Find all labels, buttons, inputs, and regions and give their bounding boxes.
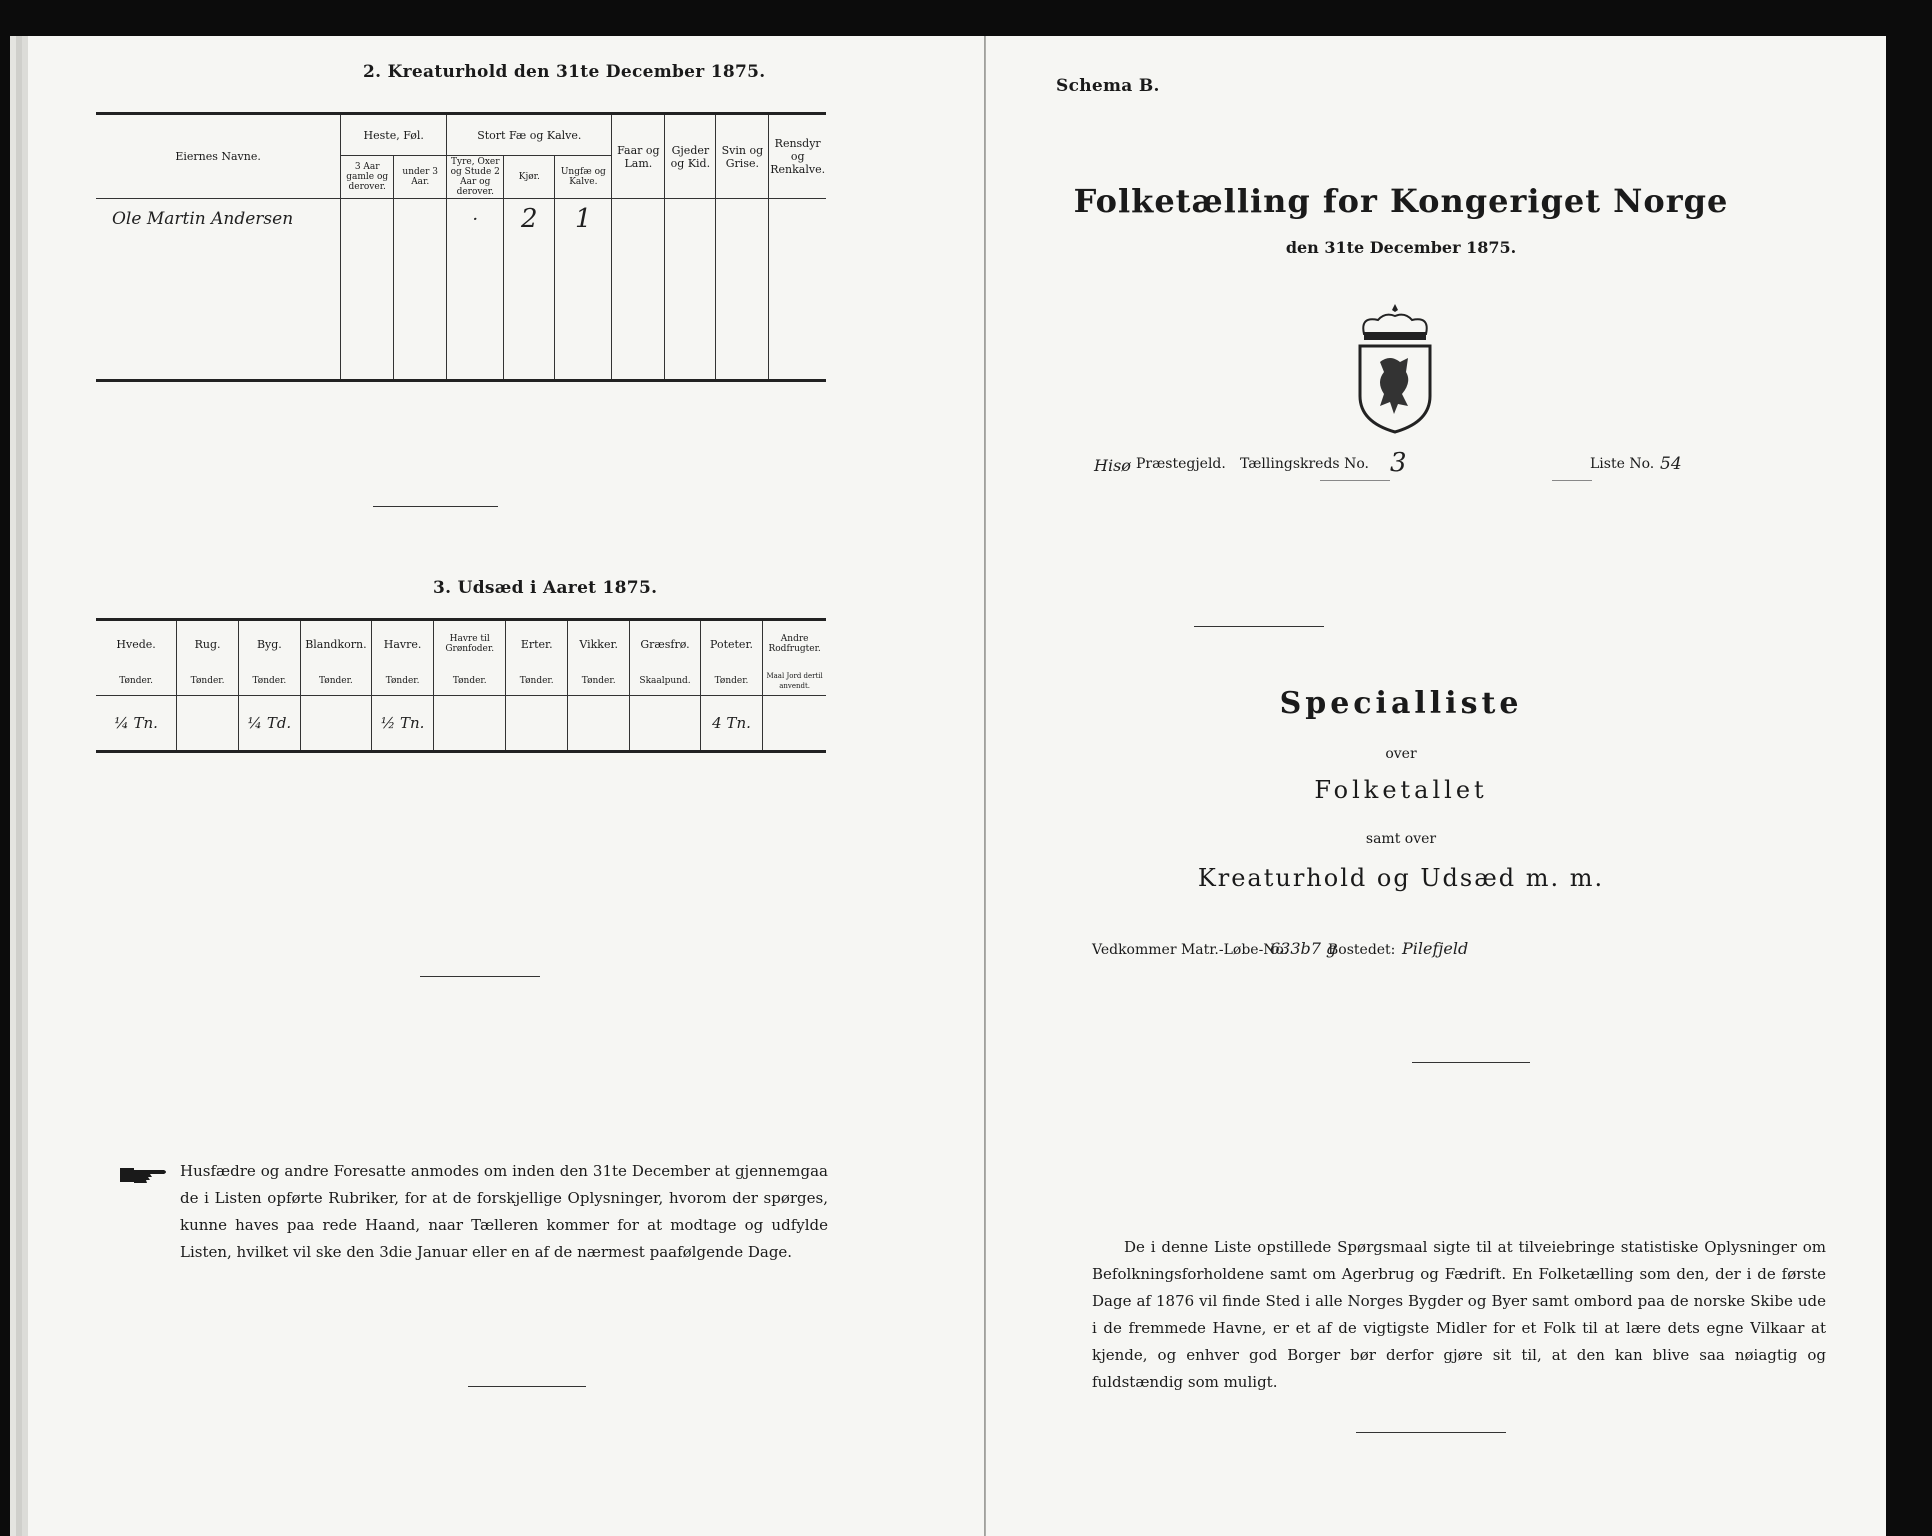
grass-seed-value [630,696,701,752]
property-line [1092,939,1812,972]
section-2-title: 2. Kreaturhold den 31te December 1875. [363,62,766,82]
owner-name-value: Ole Martin Andersen [96,199,341,240]
bosted-value: Pilefjeld [1402,939,1469,958]
left-page [28,36,986,1536]
wheat-value: ¼ Tn. [96,696,177,752]
over-text-1: over [1385,746,1417,762]
parish-value: Hisø [1094,456,1131,475]
unit-barley: Tønder. [238,667,300,696]
col-rye: Rug. [177,620,239,668]
list-label: Liste No. [1590,456,1655,472]
col-oats: Havre. [372,620,434,668]
explanation-paragraph: De i denne Liste opstillede Spørgsmaal sigte til at tilveiebringe statistiske Oplysninger om Befolkningsforholdene samt om Agerbrug og Fædrift. En Folketælling som den, der i de første Dage af 1876 vil finde Sted i alle Norges Bygder og Byer samt ombord paa de norske Skibe ude i de fremmede Havne, er et af de vigtigste Midler for et Folk til at lære dets egne Vilkaar at kjende, og enhver god Borger bør derfor gjøre sit til, at den kan blive saa nøiagtig og fuldstændig som muligt. [1092,1238,1826,1391]
bulls-value: · [447,199,504,240]
unit-oats: Tønder. [372,667,434,696]
peas-value [506,696,568,752]
underline-list [1552,480,1592,481]
col-sheep: Faar og Lam. [612,114,665,199]
green-oats-value [434,696,506,752]
matr-value: 633b7 g [1270,939,1337,958]
col-barley: Byg. [238,620,300,668]
divider-3 [468,1386,586,1387]
district-value: 3 [1390,448,1407,478]
list-value: 54 [1660,454,1682,474]
col-cattle: Stort Fæ og Kalve. [447,114,612,156]
unit-rye: Tønder. [177,667,239,696]
district-label: Tællingskreds No. [1240,456,1369,472]
unit-wheat: Tønder. [96,667,177,696]
rye-value [177,696,239,752]
barley-value: ¼ Td. [238,696,300,752]
col-grass-seed: Græsfrø. [630,620,701,668]
census-date: den 31te December 1875. [1285,238,1517,257]
unit-grass-seed: Skaalpund. [630,667,701,696]
root-crops-value [763,696,826,752]
col-pigs: Svin og Grise. [716,114,769,199]
parish-label: Præstegjeld. [1136,456,1226,472]
col-cows: Kjør. [504,156,555,199]
cows-value: 2 [504,199,555,240]
livestock-table [96,112,826,382]
divider-1 [373,506,498,507]
unit-potatoes: Tønder. [700,667,762,696]
oats-value: ½ Tn. [372,696,434,752]
col-horses-under3: under 3 Aar. [394,156,447,199]
divider-5 [1412,1062,1530,1063]
col-peas: Erter. [506,620,568,668]
section-3-title: 3. Udsæd i Aaret 1875. [433,578,658,598]
col-goats: Gjeder og Kid. [665,114,716,199]
unit-root-crops: Maal Jord dertil anvendt. [763,667,826,696]
unit-mixed-grain: Tønder. [300,667,371,696]
district-line [1094,448,1814,486]
col-wheat: Hvede. [96,620,177,668]
census-title: Folketælling for Kongeriget Norge [1073,182,1729,220]
divider-6 [1356,1432,1506,1433]
divider-2 [420,976,540,977]
col-vetch: Vikker. [568,620,630,668]
sowing-table [96,618,826,753]
right-page [986,36,1886,1536]
col-bulls-oxen: Tyre, Oxer og Stude 2 Aar og derover. [447,156,504,199]
samt-over-text: samt over [1365,831,1437,847]
pointing-hand-icon [120,1164,170,1186]
unit-peas: Tønder. [506,667,568,696]
potatoes-value: 4 Tn. [700,696,762,752]
unit-vetch: Tønder. [568,667,630,696]
bosted-label: Bostedet: [1328,942,1396,958]
col-horses-3yr: 3 Aar gamle og derover. [341,156,394,199]
col-owner-name: Eiernes Navne. [96,114,341,199]
col-potatoes: Poteter. [700,620,762,668]
col-horses: Heste, Føl. [341,114,447,156]
col-green-oats: Havre til Grønfoder. [434,620,506,668]
specialliste-heading: Specialliste [1279,686,1523,721]
underline-district [1320,480,1390,481]
young-cattle-value: 1 [555,199,612,240]
matr-label: Vedkommer Matr.-Løbe-No. [1092,942,1289,958]
unit-green-oats: Tønder. [434,667,506,696]
vetch-value [568,696,630,752]
schema-label: Schema B. [1056,76,1160,96]
col-reindeer: Rensdyr og Renkalve. [769,114,826,199]
folketallet-heading: Folketallet [1314,776,1488,804]
col-root-crops: Andre Rodfrugter. [763,620,826,668]
col-young-cattle: Ungfæ og Kalve. [555,156,612,199]
mixed-grain-value [300,696,371,752]
notice-text: Husfædre og andre Foresatte anmodes om inden den 31te December at gjennemgaa de i Listen opførte Rubriker, for at de forskjellige Oplysninger, hvorom der spørges, kunne haves paa rede Haand, naar Tælleren kommer for at modtage og udfylde Listen, hvilket vil ske den 3die Januar eller en af de nærmest paafølgende Dage. [180,1162,828,1261]
coat-of-arms-icon [1350,302,1440,434]
kreaturhold-heading: Kreaturhold og Udsæd m. m. [1197,864,1605,892]
col-mixed-grain: Blandkorn. [300,620,371,668]
divider-4 [1194,626,1324,627]
